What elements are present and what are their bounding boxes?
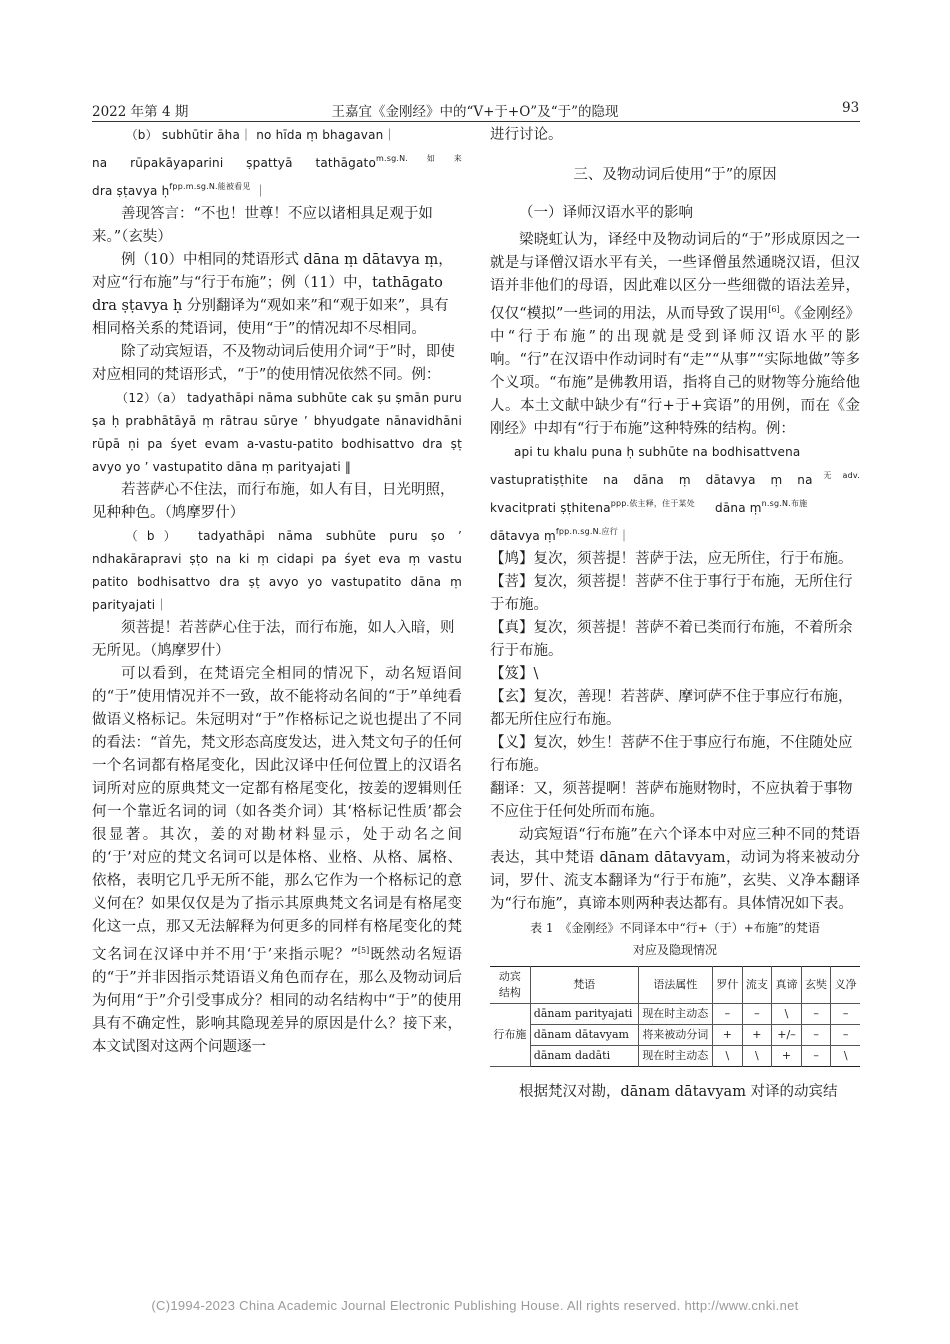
table-header-row	[490, 967, 860, 1004]
paragraph-conclusion-start: 根据梵汉对勘，dānam dātavyam 对译的动宾结	[519, 1084, 838, 1100]
td-value: –	[713, 1004, 743, 1025]
th-structure: 动宾 结构	[490, 967, 530, 1004]
td-grammar: 将来被动分词	[638, 1025, 712, 1046]
citation-5: [5]	[357, 946, 370, 955]
example-12b-sanskrit: （b） tadyathāpi nāma subhūte puru ṣo ’ ndhakārapravi ṣṭo na ki ṃ cidapi pa śyet eva ṃ vastu patito bodhisattvo dra ṣṭ avyo yo vastupatito dāna ṃ parityajati｜	[92, 529, 462, 612]
td-value: –	[742, 1004, 772, 1025]
continued-text: 进行讨论。	[490, 127, 563, 143]
copyright-footer: (C)1994-2023 China Academic Journal Electronic Publishing House. All rights reserved. http://www.cnki.net	[151, 1298, 799, 1313]
paragraph-analysis: 可以看到，在梵语完全相同的情况下，动名短语间的“于”使用情况并不一致，故不能将动名间的“于”单纯看做语义格标记。朱冠明对“于”作格标记之说也提出了不同的看法：“首先，梵文形态高度发达，进入梵文句子的任何一个名词都有格尾变化，因此汉译中任何位置上的汉语名词所对应的原典梵文一定都有格尾变化，按姜的逻辑则任何一个靠近名词的词（如各类介词）其‘格标记性质’都会很显著。其次，姜的对勘材料显示，处于动名之间的‘于’对应的梵文名词可以是体格、业格、从格、属格、依格，表明它几乎无所不能，那么它作为一个格标记的意义何在？如果仅仅是为了指示其原典梵文名词是有格尾变化这一点，那又无法解释为何更多的同样有格尾变化的梵文名词在汉译中并不用‘于’来指示呢？”[5]既然动名短语的“于”并非因指示梵语语义角色而存在，那么及物动词后为何用“于”介引受事成分？相同的动名结构中“于”的使用具有不确定性，影响其隐现差异的原因是什么？接下来，本文试图对这两个问题逐一	[92, 666, 463, 1055]
td-value: –	[801, 1025, 831, 1046]
td-grammar: 现在时主动态	[638, 1004, 712, 1025]
running-title: 王嘉宜《金刚经》中的“V+于+O”及“于”的隐现	[331, 104, 619, 120]
table-caption-line1: 表 1 《金刚经》不同译本中“行+（于）+布施”的梵语	[530, 921, 820, 935]
td-sanskrit: dānam dātavyam	[530, 1025, 638, 1046]
journal-issue: 2022 年第 4 期	[92, 104, 189, 120]
version-paramartha: 【真】复次，须菩提！菩萨不着已类而行布施，不着所余行于布施。	[490, 620, 853, 659]
example-11b-line3: dra ṣṭavya ḥ$^{fpp.m.sg.N.能被看见}$ ｜	[92, 182, 267, 198]
paragraph-intransitive: 除了动宾短语，不及物动词后使用介词“于”时，即使对应相同的梵语形式，“于”的使用情况依然不同。例：	[92, 344, 455, 383]
th-bodhiruci: 流支	[742, 967, 772, 1004]
table-row	[490, 1025, 860, 1046]
td-value: \	[831, 1046, 860, 1067]
left-column	[92, 124, 462, 1059]
td-value: +	[772, 1046, 802, 1067]
th-grammar: 语法属性	[638, 967, 712, 1004]
sanskrit-example-line1: api tu khalu puna ḥ subhūte na bodhisattvena	[514, 445, 801, 459]
xuanzang-translation: 善现答言：“不也！世尊！不应以诸相具足观于如来。”（玄奘）	[92, 206, 433, 245]
td-value: –	[801, 1004, 831, 1025]
paragraph-six-versions: 动宾短语“行布施”在六个译本中对应三种不同的梵语表达，其中梵语 dānam dātavyam，动词为将来被动分词，罗什、流支本翻译为“行于布施”，玄奘、义净本翻译为“行布施”，真谛本则两种表达都有。具体情况如下表。	[490, 827, 860, 912]
table-caption-line2: 对应及隐现情况	[632, 943, 717, 957]
th-paramartha: 真谛	[772, 967, 802, 1004]
sanskrit-example-line3: kvacitprati ṣṭhitena$^{ppp.依主释,住于某处}$ dāna ṃ$^{n.sg.N.布施}$	[490, 499, 808, 515]
sanskrit-example-line2: vastupratiṣṭhite na dāna ṃ dātavya ṃ $na^{无adv.}$	[490, 471, 860, 487]
th-xuanzang: 玄奘	[801, 967, 831, 1004]
table-row	[490, 1046, 860, 1067]
td-sanskrit: dānam parityajati	[530, 1004, 638, 1025]
example-12b-translation: 须菩提！若菩萨心住于法，而行布施，如人入暗，则无所见。（鸠摩罗什）	[92, 620, 455, 659]
version-kumarajiva: 【鸠】复次，须菩提！菩萨于法，应无所住，行于布施。	[490, 551, 853, 567]
version-dharmagupta: 【笈】\	[490, 666, 539, 682]
table-row	[490, 1004, 860, 1025]
example-12a-sanskrit: （12）（a） tadyathāpi nāma subhūte cak ṣu ṣmān puru ṣa ḥ prabhātāyā ṃ rātrau sūrye ’ bhyudgate nānavidhāni rūpā ṇi pa śyet evam a-vastu-patito bodhisattvo dra ṣṭ avyo yo ’ vastupatito dāna ṃ parityajati ‖	[92, 391, 462, 474]
td-value: \	[742, 1046, 772, 1067]
paragraph-comparison: 例（10）中相同的梵语形式 dāna ṃ dātavya ṃ，对应“行布施”与“行于布施”；例（11）中，tathāgato dra ṣṭavya ḥ 分别翻译为“观如来”和“观于如来”，具有相同格关系的梵语词，使用“于”的情况却不尽相同。	[92, 252, 453, 337]
version-bodhiruci: 【菩】复次，须菩提！菩萨不住于事行于布施，无所住行于布施。	[490, 574, 853, 613]
version-xuanzang: 【玄】复次，善现！若菩萨、摩诃萨不住于事应行布施，都无所住应行布施。	[490, 689, 853, 728]
citation-6: [6]	[768, 305, 780, 314]
td-grammar: 现在时主动态	[638, 1046, 712, 1067]
page-number: 93	[842, 100, 860, 116]
td-value: +	[742, 1025, 772, 1046]
td-value: +/–	[772, 1025, 802, 1046]
th-yijing: 义净	[831, 967, 860, 1004]
version-yijing: 【义】复次，妙生！菩萨不住于事应行布施，不住随处应行布施。	[490, 735, 853, 774]
sanskrit-example-line4: dātavya ṃ$^{fpp.n.sg.N.应行}$｜	[490, 527, 631, 543]
td-structure-label: 行布施	[490, 1004, 530, 1067]
td-value: –	[801, 1046, 831, 1067]
example-11b-line2: na rūpakāyaparini ṣpattyā tathāgato$^{m.sg.N.如来}$	[92, 154, 462, 170]
header-rule	[92, 121, 860, 122]
example-11b-line1: （b） subhūtir āha｜ no hīda ṃ bhagavan｜	[125, 128, 396, 142]
td-value: –	[831, 1025, 860, 1046]
right-column	[490, 124, 860, 1104]
example-12a-translation: 若菩萨心不住法，而行布施，如人有目，日光明照，见种种色。（鸠摩罗什）	[92, 482, 455, 521]
td-sanskrit: dānam dadāti	[530, 1046, 638, 1067]
td-value: –	[831, 1004, 860, 1025]
subsection-title: （一）译师汉语水平的影响	[519, 205, 693, 221]
modern-translation: 翻译：又，须菩提啊！菩萨布施财物时，不应执着于事物不应住于任何处所而布施。	[490, 781, 853, 820]
td-value: \	[772, 1004, 802, 1025]
td-value: +	[713, 1025, 743, 1046]
section-title: 三、及物动词后使用“于”的原因	[573, 167, 777, 183]
table-1	[490, 966, 860, 1067]
th-sanskrit: 梵语	[530, 967, 638, 1004]
th-kumarajiva: 罗什	[713, 967, 743, 1004]
paragraph-translator-level: 梁晓虹认为，译经中及物动词后的“于”形成原因之一就是与译僧汉语水平有关，一些译僧虽然通晓汉语，但汉语并非他们的母语，因此难以区分一些细微的语法差异，仅仅“模拟”一些词的用法，从而导致了误用[6]。《金刚经》中“行于布施”的出现就是受到译师汉语水平的影响。“行”在汉语中作动词时有“走”“从事”“实际地做”等多个义项。“布施”是佛教用语，指将自己的财物等分施给他人。本土文献中缺少有“行+于+宾语”的用例，而在《金刚经》中却有“行于布施”这种特殊的结构。例：	[490, 232, 861, 437]
td-value: \	[713, 1046, 743, 1067]
